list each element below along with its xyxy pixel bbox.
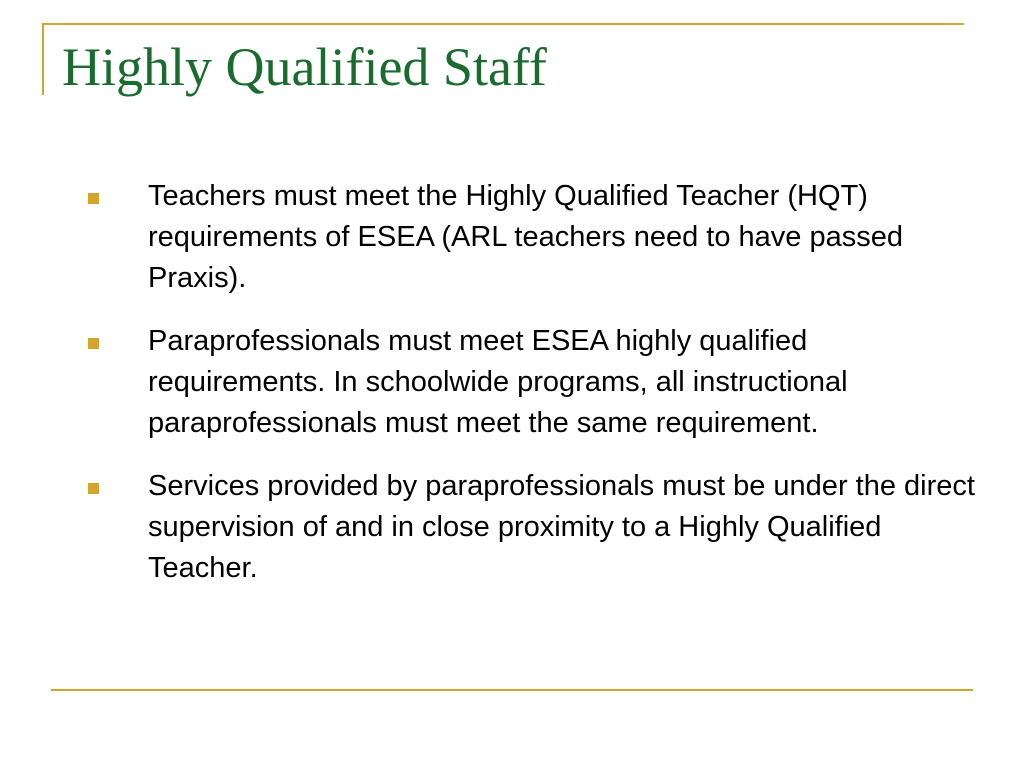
footer-rule [51, 689, 973, 691]
square-bullet-icon [88, 483, 99, 494]
bullet-item [88, 466, 983, 589]
bullet-list [88, 176, 983, 611]
bullet-text: Paraprofessionals must meet ESEA highly qualified requirements. In schoolwide programs, all instructional paraprofessionals must meet the same requirement. [148, 325, 848, 439]
square-bullet-icon [88, 193, 99, 204]
slide-title: Highly Qualified Staff [62, 37, 547, 97]
square-bullet-icon [88, 338, 99, 349]
bullet-item [88, 176, 983, 299]
bullet-text: Teachers must meet the Highly Qualified Teacher (HQT) requirements of ESEA (ARL teachers need to have passed Praxis). [148, 180, 903, 294]
bullet-item [88, 321, 983, 444]
bullet-text: Services provided by paraprofessionals must be under the direct supervision of and in close proximity to a Highly Qualified Teacher. [148, 470, 975, 584]
title-frame-left-rule [42, 23, 44, 95]
title-frame-top-rule [42, 23, 964, 25]
